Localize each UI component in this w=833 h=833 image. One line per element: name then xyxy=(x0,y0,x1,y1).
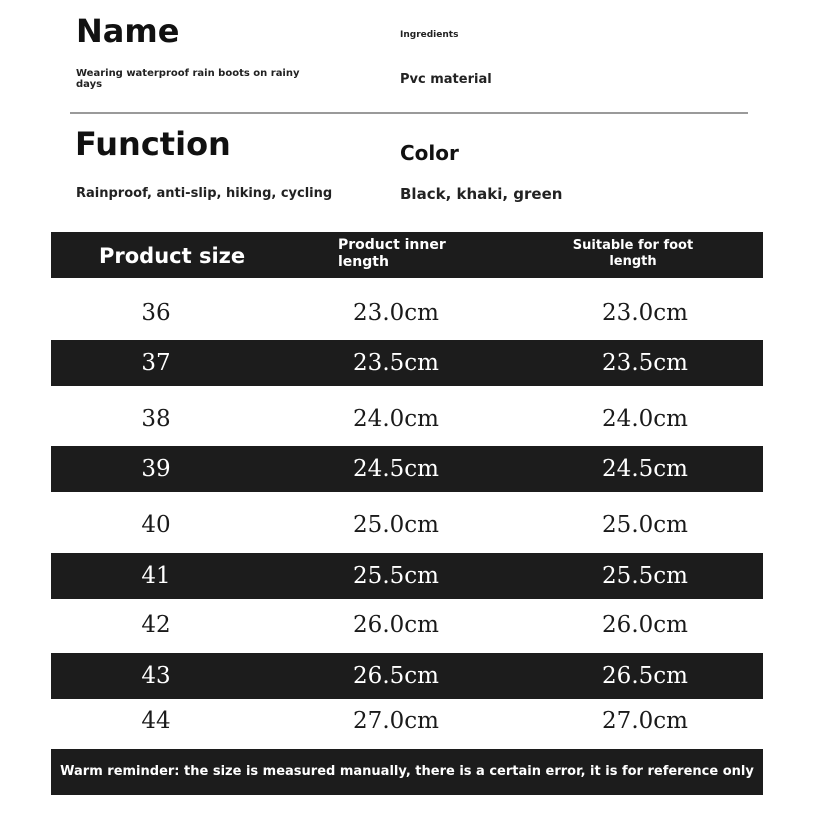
section-divider xyxy=(70,112,748,114)
inner-length-cell: 26.0cm xyxy=(353,612,439,638)
inner-length-cell: 24.0cm xyxy=(353,406,439,432)
size-cell: 39 xyxy=(141,456,171,482)
foot-length-cell: 25.0cm xyxy=(602,512,688,538)
table-row xyxy=(51,446,763,492)
function-value: Rainproof, anti-slip, hiking, cycling xyxy=(76,186,333,201)
inner-length-cell: 25.5cm xyxy=(353,563,439,589)
foot-length-cell: 23.0cm xyxy=(602,300,688,326)
size-cell: 36 xyxy=(141,300,171,326)
foot-length-cell: 27.0cm xyxy=(602,708,688,734)
function-heading: Function xyxy=(75,125,231,163)
foot-length-cell: 24.0cm xyxy=(602,406,688,432)
inner-length-cell: 25.0cm xyxy=(353,512,439,538)
table-row xyxy=(51,653,763,699)
foot-length-cell: 26.5cm xyxy=(602,663,688,689)
foot-length-cell: 23.5cm xyxy=(602,350,688,376)
table-row xyxy=(51,396,763,442)
table-row xyxy=(51,340,763,386)
size-cell: 41 xyxy=(141,563,171,589)
size-cell: 37 xyxy=(141,350,171,376)
inner-length-cell: 23.0cm xyxy=(353,300,439,326)
size-cell: 40 xyxy=(141,512,171,538)
header-product-size: Product size xyxy=(99,244,246,268)
size-cell: 42 xyxy=(141,612,171,638)
warm-reminder-text: Warm reminder: the size is measured manually, there is a certain error, it is for reference only xyxy=(60,764,754,779)
warm-reminder-banner xyxy=(51,749,763,795)
inner-length-cell: 27.0cm xyxy=(353,708,439,734)
table-row xyxy=(51,502,763,548)
table-row xyxy=(51,290,763,336)
color-heading: Color xyxy=(400,141,459,165)
name-heading: Name xyxy=(76,12,180,50)
size-cell: 38 xyxy=(141,406,171,432)
header-foot-length: Suitable for foot length xyxy=(572,238,694,269)
foot-length-cell: 25.5cm xyxy=(602,563,688,589)
inner-length-cell: 24.5cm xyxy=(353,456,439,482)
color-value: Black, khaki, green xyxy=(400,185,563,203)
ingredients-heading: Ingredients xyxy=(400,30,459,40)
size-cell: 43 xyxy=(141,663,171,689)
header-inner-length: Product inner length xyxy=(338,237,446,270)
table-row xyxy=(51,602,763,648)
foot-length-cell: 26.0cm xyxy=(602,612,688,638)
size-cell: 44 xyxy=(141,708,171,734)
table-row xyxy=(51,698,763,744)
ingredients-value: Pvc material xyxy=(400,72,492,87)
inner-length-cell: 26.5cm xyxy=(353,663,439,689)
inner-length-cell: 23.5cm xyxy=(353,350,439,376)
table-row xyxy=(51,553,763,599)
name-value: Wearing waterproof rain boots on rainy days xyxy=(76,68,300,90)
foot-length-cell: 24.5cm xyxy=(602,456,688,482)
